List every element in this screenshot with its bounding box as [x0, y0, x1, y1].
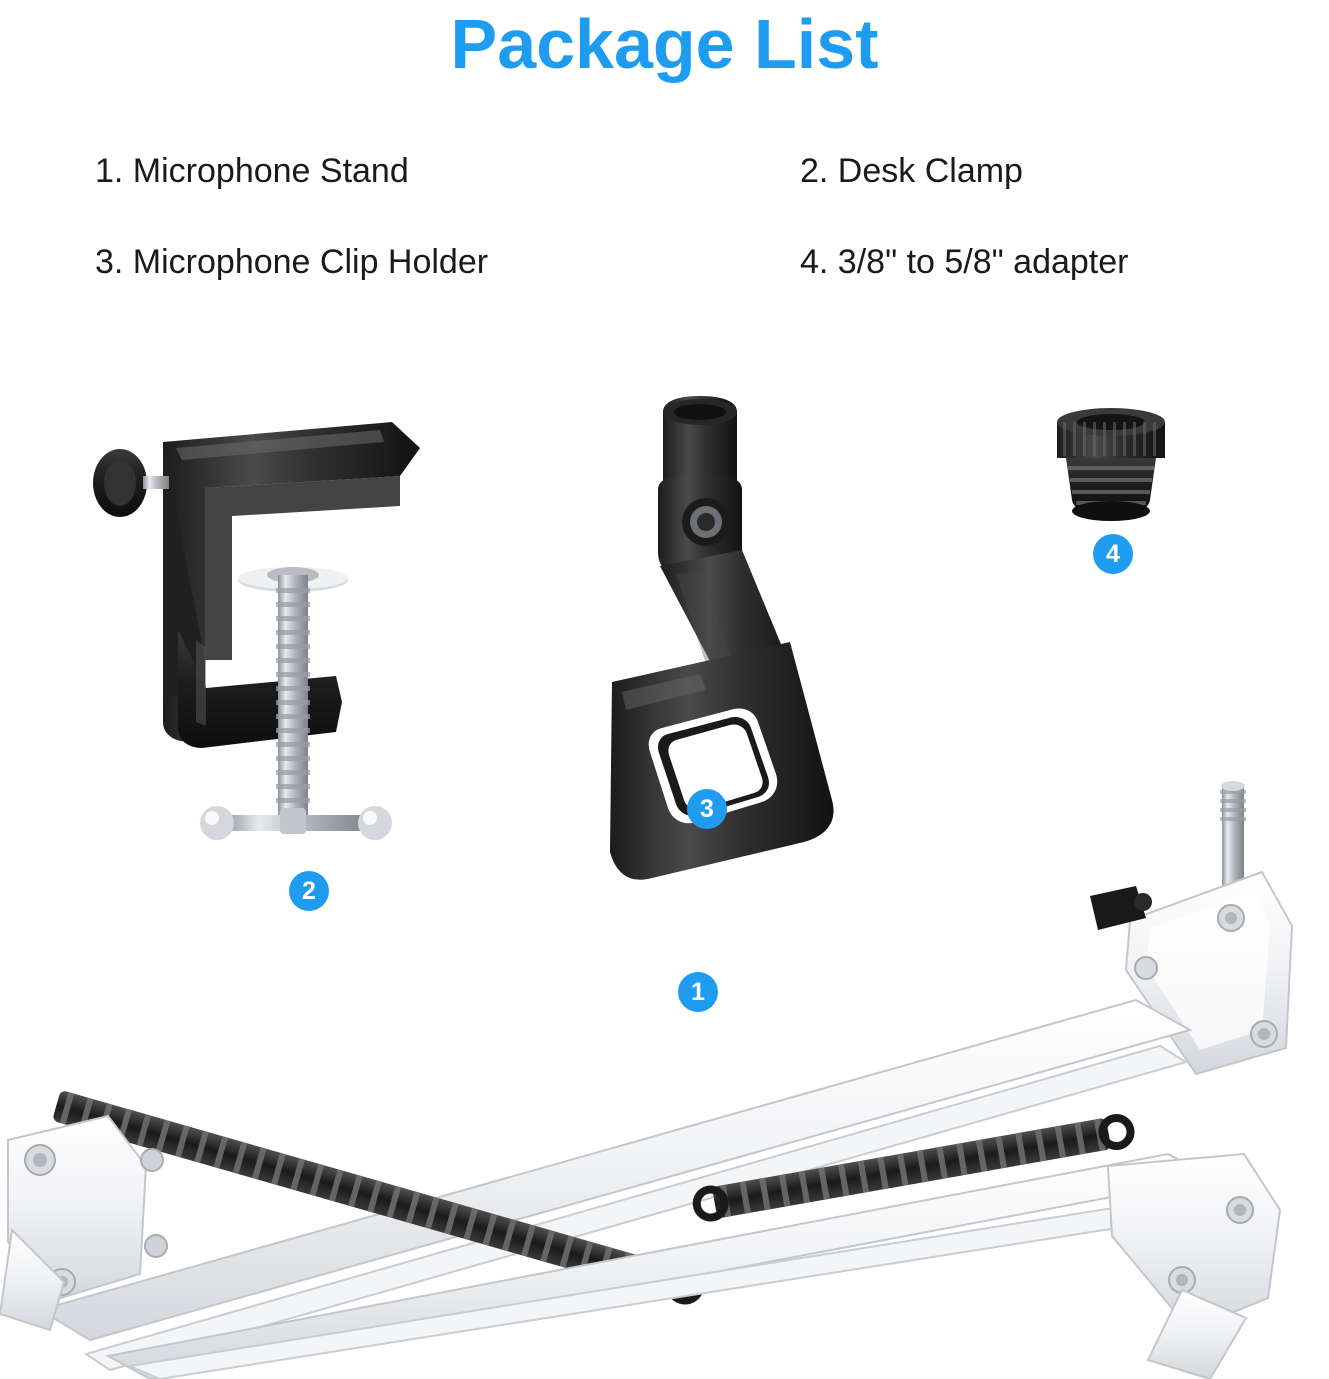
callout-badge-2: 2	[289, 871, 329, 911]
callout-badge-3: 3	[687, 789, 727, 829]
callout-badge-1: 1	[678, 972, 718, 1012]
thread-adapter-photo	[1057, 408, 1165, 521]
desk-clamp-photo	[93, 422, 420, 840]
package-list-item-3: 3. Microphone Clip Holder	[95, 243, 489, 281]
product-parts-illustration	[0, 330, 1329, 1379]
package-list-item-2: 2. Desk Clamp	[800, 152, 1023, 190]
clamp-thumbscrew	[93, 449, 169, 517]
package-list-item-1: 1. Microphone Stand	[95, 152, 409, 190]
package-list-item-4: 4. 3/8" to 5/8" adapter	[800, 243, 1129, 281]
page-title: Package List	[450, 5, 879, 83]
callout-badge-4: 4	[1093, 534, 1133, 574]
